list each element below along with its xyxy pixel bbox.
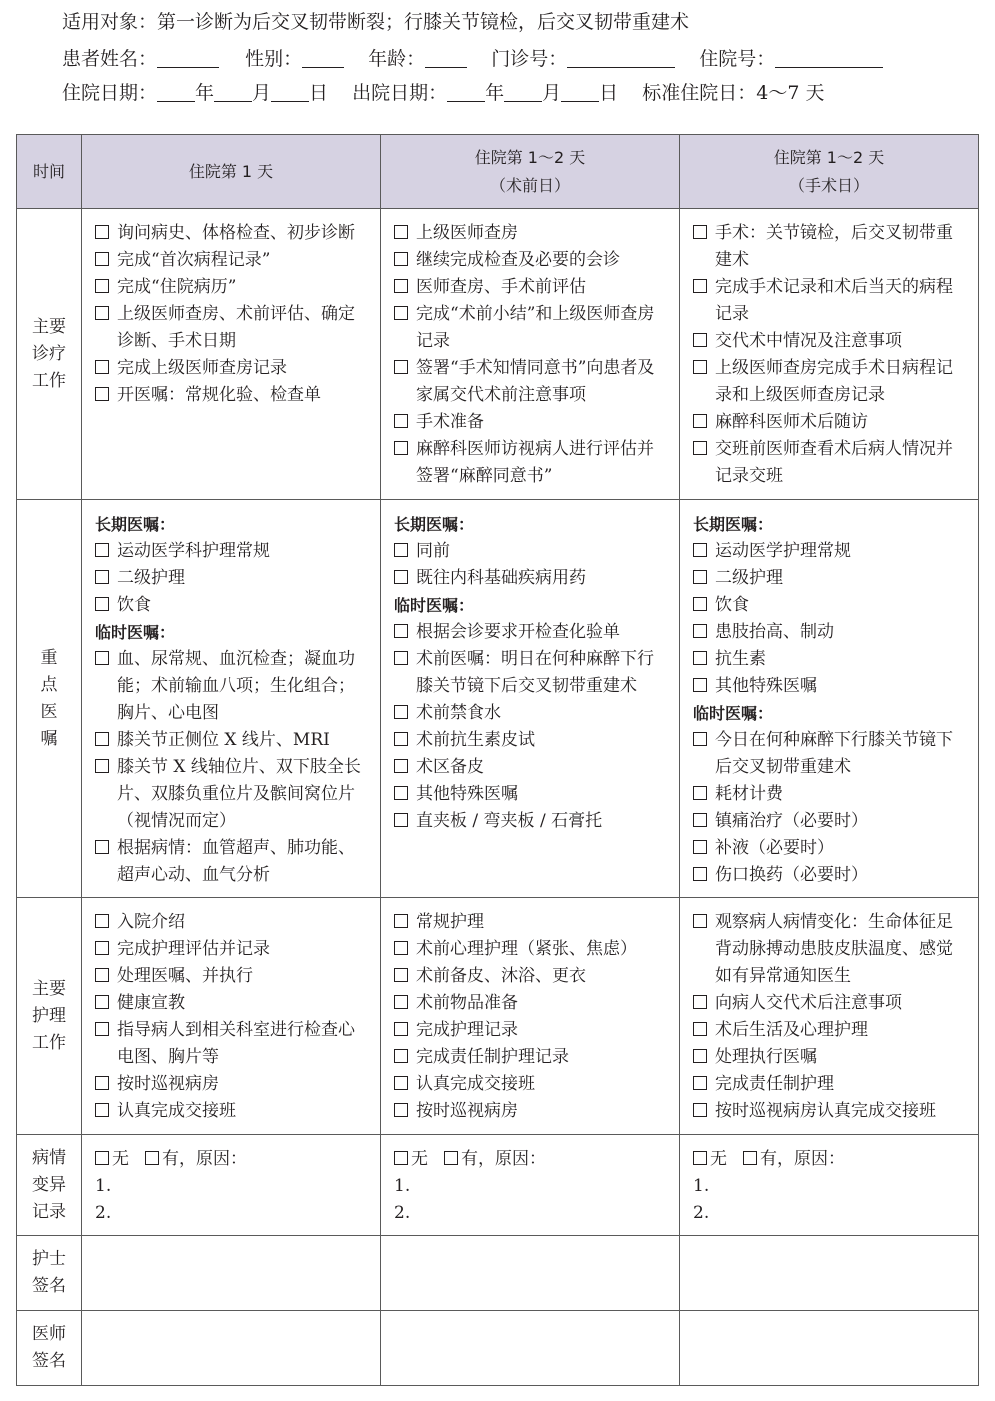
checklist-item-text: 既往内科基础疾病用药	[416, 568, 586, 588]
checklist-item-text: 运动医学科护理常规	[117, 541, 270, 561]
target-text: 第一诊断为后交叉韧带断裂；行膝关节镜检，后交叉韧带重建术	[157, 11, 690, 33]
cell-diagnosis-col2	[381, 209, 680, 500]
checklist-item-text: 术前心理护理（紧张、焦虑）	[416, 939, 637, 959]
checklist-item-text: 根据病情：血管超声、肺功能、超声心动、血气分析	[117, 838, 355, 885]
checklist-item-text: 术前医嘱：明日在何种麻醉下行膝关节镜下后交叉韧带重建术	[416, 649, 654, 696]
age-label: 年龄：	[368, 48, 426, 70]
checkbox[interactable]	[693, 1076, 707, 1090]
patient-name-field[interactable]	[157, 49, 219, 68]
patient-name-label: 患者姓名：	[62, 48, 158, 70]
checklist-item	[693, 808, 968, 835]
checkbox[interactable]	[693, 867, 707, 881]
checkbox[interactable]	[693, 678, 707, 692]
checklist-item	[693, 274, 968, 328]
checklist-item-text: 处理医嘱、并执行	[117, 966, 253, 986]
checklist-item-text: 二级护理	[715, 568, 783, 588]
checklist-item	[95, 646, 370, 727]
checkbox[interactable]	[394, 225, 408, 239]
checklist-item	[394, 409, 669, 436]
checklist-item-text: 同前	[416, 541, 450, 561]
checklist-item-text: 补液（必要时）	[715, 838, 834, 858]
checklist-item	[95, 727, 370, 754]
checklist-item-text: 术前物品准备	[416, 993, 518, 1013]
cell-variation-col2: 无 有，原因： 1. 2.	[381, 1135, 680, 1236]
checklist-item	[394, 619, 669, 646]
checkbox[interactable]	[693, 1049, 707, 1063]
checklist-item	[394, 538, 669, 565]
checklist-item-text: 手术准备	[416, 412, 484, 432]
patient-info-line	[62, 45, 883, 73]
checklist-item	[95, 909, 370, 936]
checkbox[interactable]	[693, 624, 707, 638]
temporary-orders-heading: 临时医嘱：	[693, 704, 774, 723]
discharge-month-field[interactable]	[504, 83, 542, 102]
checklist-item	[394, 1017, 669, 1044]
checklist-item	[693, 619, 968, 646]
checklist-item-text: 完成责任制护理	[715, 1074, 834, 1094]
checkbox[interactable]	[394, 786, 408, 800]
checklist-item	[95, 990, 370, 1017]
checklist-item-text: 血、尿常规、血沉检查；凝血功能；术前输血八项；生化组合；胸片、心电图	[117, 649, 355, 723]
checklist-item	[95, 220, 370, 247]
checklist-item-text: 患肢抬高、制动	[715, 622, 834, 642]
checklist-item-text: 交班前医师查看术后病人情况并记录交班	[715, 439, 953, 486]
checkbox[interactable]	[693, 1022, 707, 1036]
age-field[interactable]	[425, 49, 467, 68]
checklist-item-text: 按时巡视病房认真完成交接班	[715, 1101, 936, 1121]
target-line	[62, 8, 689, 36]
nurse-sign-col1[interactable]	[82, 1236, 381, 1311]
row-label-nurse-sign: 护士 签名	[17, 1236, 82, 1311]
checklist-item	[394, 808, 669, 835]
checklist-item-text: 完成“术前小结”和上级医师查房记录	[416, 304, 655, 351]
standard-stay-label: 标准住院日：	[642, 82, 757, 104]
checklist-item	[394, 700, 669, 727]
checkbox[interactable]	[394, 995, 408, 1009]
checklist-item-text: 完成上级医师查房记录	[117, 358, 287, 378]
checklist-item	[95, 355, 370, 382]
checkbox[interactable]	[394, 441, 408, 455]
checkbox[interactable]	[394, 914, 408, 928]
long-term-orders-heading: 长期医嘱：	[95, 515, 176, 534]
checklist-item	[394, 963, 669, 990]
checklist-item-text: 今日在何种麻醉下行膝关节镜下后交叉韧带重建术	[715, 730, 953, 777]
checklist-item	[95, 754, 370, 835]
outpatient-no-label: 门诊号：	[491, 48, 568, 70]
checklist-item	[693, 328, 968, 355]
checklist-item	[95, 301, 370, 355]
checklist-item-text: 麻醉科医师术后随访	[715, 412, 868, 432]
checklist-item	[693, 1017, 968, 1044]
checklist-item-text: 签署“手术知情同意书”向患者及家属交代术前注意事项	[416, 358, 655, 405]
inpatient-no-label: 住院号：	[699, 48, 776, 70]
year-unit: 年	[485, 82, 505, 104]
month-unit: 月	[252, 82, 272, 104]
checklist-item-text: 完成护理评估并记录	[117, 939, 270, 959]
checkbox[interactable]	[95, 840, 109, 854]
checklist-item	[95, 1071, 370, 1098]
checkbox[interactable]	[394, 543, 408, 557]
checkbox-yes[interactable]	[444, 1151, 458, 1165]
row-orders	[17, 500, 979, 898]
checklist-item	[693, 565, 968, 592]
checklist-item	[693, 220, 968, 274]
gender-field[interactable]	[302, 49, 344, 68]
checkbox[interactable]	[693, 333, 707, 347]
checklist-item	[394, 565, 669, 592]
day-unit: 日	[599, 82, 619, 104]
admit-year-field[interactable]	[157, 83, 195, 102]
checkbox[interactable]	[394, 1049, 408, 1063]
checklist-item-text: 手术：关节镜检，后交叉韧带重建术	[715, 223, 953, 270]
checkbox[interactable]	[394, 414, 408, 428]
clinical-pathway-table	[16, 134, 979, 1386]
checkbox[interactable]	[394, 1103, 408, 1117]
row-label-doctor-sign: 医师 签名	[17, 1311, 82, 1386]
checklist-item-text: 观察病人病情变化：生命体征足背动脉搏动患肢皮肤温度、感觉如有异常通知医生	[715, 912, 953, 986]
checklist-item	[95, 538, 370, 565]
doctor-sign-col2[interactable]	[381, 1311, 680, 1386]
gender-label: 性别：	[245, 48, 303, 70]
checklist-item-text: 术前抗生素皮试	[416, 730, 535, 750]
checkbox[interactable]	[693, 543, 707, 557]
checklist-item-text: 其他特殊医嘱	[416, 784, 518, 804]
checklist-item-text: 上级医师查房完成手术日病程记录和上级医师查房记录	[715, 358, 953, 405]
checklist-item-text: 处理执行医嘱	[715, 1047, 817, 1067]
checkbox[interactable]	[95, 306, 109, 320]
checkbox[interactable]	[693, 914, 707, 928]
checkbox[interactable]	[693, 1103, 707, 1117]
checklist-item-text: 认真完成交接班	[117, 1101, 236, 1121]
cell-nursing-col2	[381, 898, 680, 1135]
checklist-item-text: 认真完成交接班	[416, 1074, 535, 1094]
cell-nursing-col3	[680, 898, 979, 1135]
year-unit: 年	[195, 82, 215, 104]
checkbox[interactable]	[693, 414, 707, 428]
checkbox-none[interactable]	[95, 1151, 109, 1165]
checkbox[interactable]	[693, 813, 707, 827]
admit-month-field[interactable]	[214, 83, 252, 102]
checklist-item-text: 完成手术记录和术后当天的病程记录	[715, 277, 953, 324]
row-label-orders: 重 点 医 嘱	[17, 500, 82, 898]
cell-variation-col3: 无 有，原因： 1. 2.	[680, 1135, 979, 1236]
checkbox[interactable]	[95, 543, 109, 557]
discharge-year-field[interactable]	[447, 83, 485, 102]
checkbox-yes[interactable]	[743, 1151, 757, 1165]
checklist-item	[693, 1098, 968, 1125]
checkbox[interactable]	[95, 941, 109, 955]
checklist-item	[95, 835, 370, 889]
checkbox[interactable]	[693, 279, 707, 293]
checklist-item	[95, 382, 370, 409]
checklist-item-text: 完成护理记录	[416, 1020, 518, 1040]
checkbox[interactable]	[95, 914, 109, 928]
checklist-item	[394, 909, 669, 936]
checklist-item	[394, 247, 669, 274]
row-nurse-sign	[17, 1236, 979, 1311]
long-term-orders-heading: 长期医嘱：	[693, 515, 774, 534]
checklist-item-text: 麻醉科医师访视病人进行评估并签署“麻醉同意书”	[416, 439, 654, 486]
temporary-orders-heading: 临时医嘱：	[95, 623, 176, 642]
checkbox[interactable]	[95, 968, 109, 982]
checkbox[interactable]	[95, 759, 109, 773]
checklist-item-text: 根据会诊要求开检查化验单	[416, 622, 620, 642]
long-term-orders-heading: 长期医嘱：	[394, 515, 475, 534]
checklist-item	[95, 247, 370, 274]
header-time: 时间	[17, 135, 82, 209]
checkbox[interactable]	[394, 279, 408, 293]
checklist-item	[394, 436, 669, 490]
checkbox[interactable]	[394, 705, 408, 719]
checklist-item-text: 询问病史、体格检查、初步诊断	[117, 223, 355, 243]
checklist-item	[693, 835, 968, 862]
cell-orders-col3	[680, 500, 979, 898]
checklist-item	[693, 862, 968, 889]
checklist-item-text: 上级医师查房	[416, 223, 518, 243]
checkbox[interactable]	[394, 941, 408, 955]
row-label-diagnosis: 主要 诊疗 工作	[17, 209, 82, 500]
checklist-item-text: 饮食	[715, 595, 749, 615]
checklist-item-text: 术区备皮	[416, 757, 484, 777]
checklist-item-text: 二级护理	[117, 568, 185, 588]
admit-date-label: 住院日期：	[62, 82, 158, 104]
checkbox[interactable]	[693, 840, 707, 854]
table-header-row	[17, 135, 979, 209]
checklist-item-text: 完成责任制护理记录	[416, 1047, 569, 1067]
discharge-date-label: 出院日期：	[352, 82, 448, 104]
checkbox[interactable]	[394, 360, 408, 374]
row-label-nursing: 主要 护理 工作	[17, 898, 82, 1135]
checkbox[interactable]	[394, 1076, 408, 1090]
checklist-item-text: 开医嘱：常规化验、检查单	[117, 385, 321, 405]
checkbox[interactable]	[95, 1022, 109, 1036]
checklist-item	[394, 301, 669, 355]
row-nursing	[17, 898, 979, 1135]
checklist-item	[693, 436, 968, 490]
checklist-item-text: 上级医师查房、术前评估、确定诊断、手术日期	[117, 304, 355, 351]
checklist-item	[693, 909, 968, 990]
checklist-item-text: 按时巡视病房	[416, 1101, 518, 1121]
discharge-day-field[interactable]	[561, 83, 599, 102]
checkbox[interactable]	[394, 1022, 408, 1036]
row-diagnosis	[17, 209, 979, 500]
checklist-item-text: 抗生素	[715, 649, 766, 669]
checklist-item-text: 术前备皮、沐浴、更衣	[416, 966, 586, 986]
checklist-item-text: 向病人交代术后注意事项	[715, 993, 902, 1013]
checklist-item	[95, 963, 370, 990]
checkbox[interactable]	[693, 360, 707, 374]
outpatient-no-field[interactable]	[567, 49, 675, 68]
checklist-item-text: 继续完成检查及必要的会诊	[416, 250, 620, 270]
cell-variation-col1: 无 有，原因： 1. 2.	[82, 1135, 381, 1236]
doctor-sign-col1[interactable]	[82, 1311, 381, 1386]
checkbox-none[interactable]	[394, 1151, 408, 1165]
checklist-item-text: 伤口换药（必要时）	[715, 865, 868, 885]
checklist-item-text: 膝关节正侧位 X 线片、MRI	[117, 730, 330, 750]
day-unit: 日	[309, 82, 329, 104]
checkbox[interactable]	[693, 597, 707, 611]
checklist-item	[95, 592, 370, 619]
cell-diagnosis-col3	[680, 209, 979, 500]
standard-stay-value: 4～7 天	[756, 82, 825, 104]
checkbox[interactable]	[394, 570, 408, 584]
checkbox[interactable]	[95, 1103, 109, 1117]
checklist-item-text: 健康宣教	[117, 993, 185, 1013]
checklist-item	[693, 592, 968, 619]
row-doctor-sign	[17, 1311, 979, 1386]
checkbox[interactable]	[394, 252, 408, 266]
temporary-orders-heading: 临时医嘱：	[394, 596, 475, 615]
checklist-item	[394, 1071, 669, 1098]
checklist-item	[693, 727, 968, 781]
checkbox[interactable]	[95, 387, 109, 401]
checklist-item	[394, 754, 669, 781]
checklist-item-text: 直夹板 / 弯夹板 / 石膏托	[416, 811, 603, 831]
checklist-item-text: 膝关节 X 线轴位片、双下肢全长片、双膝负重位片及髌间窝位片（视情况而定）	[117, 757, 361, 831]
admit-day-field[interactable]	[271, 83, 309, 102]
checkbox[interactable]	[95, 651, 109, 665]
checklist-item	[394, 355, 669, 409]
checklist-item-text: 耗材计费	[715, 784, 783, 804]
date-line	[62, 79, 824, 107]
checkbox[interactable]	[394, 624, 408, 638]
checklist-item	[693, 646, 968, 673]
checklist-item-text: 完成“住院病历”	[117, 277, 237, 297]
checkbox[interactable]	[95, 360, 109, 374]
checkbox[interactable]	[95, 597, 109, 611]
nurse-sign-col3[interactable]	[680, 1236, 979, 1311]
checklist-item	[693, 1071, 968, 1098]
checklist-item	[95, 936, 370, 963]
checklist-item	[394, 781, 669, 808]
checklist-item	[693, 673, 968, 700]
checkbox[interactable]	[95, 570, 109, 584]
checkbox[interactable]	[693, 786, 707, 800]
header-col1: 住院第 1 天	[82, 135, 381, 209]
checklist-item	[693, 409, 968, 436]
checkbox[interactable]	[95, 995, 109, 1009]
checklist-item	[394, 1098, 669, 1125]
checkbox[interactable]	[693, 995, 707, 1009]
checkbox[interactable]	[693, 570, 707, 584]
doctor-sign-col3[interactable]	[680, 1311, 979, 1386]
checklist-item	[95, 1098, 370, 1125]
checklist-item-text: 完成“首次病程记录”	[117, 250, 271, 270]
checklist-item-text: 医师查房、手术前评估	[416, 277, 586, 297]
checklist-item	[394, 727, 669, 754]
checkbox[interactable]	[394, 759, 408, 773]
checklist-item-text: 术后生活及心理护理	[715, 1020, 868, 1040]
header-col2: 住院第 1～2 天 （术前日）	[381, 135, 680, 209]
checkbox-yes[interactable]	[145, 1151, 159, 1165]
checklist-item-text: 指导病人到相关科室进行检查心电图、胸片等	[117, 1020, 355, 1067]
checklist-item	[693, 355, 968, 409]
checklist-item	[693, 1044, 968, 1071]
checklist-item	[95, 274, 370, 301]
cell-nursing-col1	[82, 898, 381, 1135]
checkbox[interactable]	[394, 813, 408, 827]
checklist-item-text: 按时巡视病房	[117, 1074, 219, 1094]
checklist-item	[95, 565, 370, 592]
checklist-item-text: 其他特殊医嘱	[715, 676, 817, 696]
inpatient-no-field[interactable]	[775, 49, 883, 68]
row-variation	[17, 1135, 979, 1236]
checkbox-none[interactable]	[693, 1151, 707, 1165]
checklist-item	[394, 274, 669, 301]
checklist-item-text: 常规护理	[416, 912, 484, 932]
checkbox[interactable]	[394, 306, 408, 320]
target-label: 适用对象：	[62, 11, 158, 33]
header-col3: 住院第 1～2 天 （手术日）	[680, 135, 979, 209]
checklist-item	[394, 1044, 669, 1071]
checkbox[interactable]	[693, 651, 707, 665]
checkbox[interactable]	[394, 732, 408, 746]
checklist-item-text: 术前禁食水	[416, 703, 501, 723]
checklist-item	[394, 990, 669, 1017]
checklist-item	[394, 646, 669, 700]
cell-orders-col1	[82, 500, 381, 898]
checkbox[interactable]	[693, 225, 707, 239]
month-unit: 月	[542, 82, 562, 104]
row-label-variation: 病情 变异 记录	[17, 1135, 82, 1236]
checklist-item	[394, 220, 669, 247]
nurse-sign-col2[interactable]	[381, 1236, 680, 1311]
checkbox[interactable]	[95, 225, 109, 239]
checklist-item	[693, 990, 968, 1017]
checkbox[interactable]	[95, 252, 109, 266]
checklist-item	[95, 1017, 370, 1071]
checklist-item-text: 运动医学护理常规	[715, 541, 851, 561]
checklist-item-text: 入院介绍	[117, 912, 185, 932]
checkbox[interactable]	[95, 279, 109, 293]
checklist-item	[394, 936, 669, 963]
cell-orders-col2	[381, 500, 680, 898]
checkbox[interactable]	[95, 732, 109, 746]
checkbox[interactable]	[95, 1076, 109, 1090]
cell-diagnosis-col1	[82, 209, 381, 500]
checkbox[interactable]	[394, 968, 408, 982]
checkbox[interactable]	[693, 441, 707, 455]
checklist-item	[693, 538, 968, 565]
checklist-item-text: 交代术中情况及注意事项	[715, 331, 902, 351]
checkbox[interactable]	[693, 732, 707, 746]
checkbox[interactable]	[394, 651, 408, 665]
checklist-item-text: 饮食	[117, 595, 151, 615]
checklist-item	[693, 781, 968, 808]
checklist-item-text: 镇痛治疗（必要时）	[715, 811, 868, 831]
